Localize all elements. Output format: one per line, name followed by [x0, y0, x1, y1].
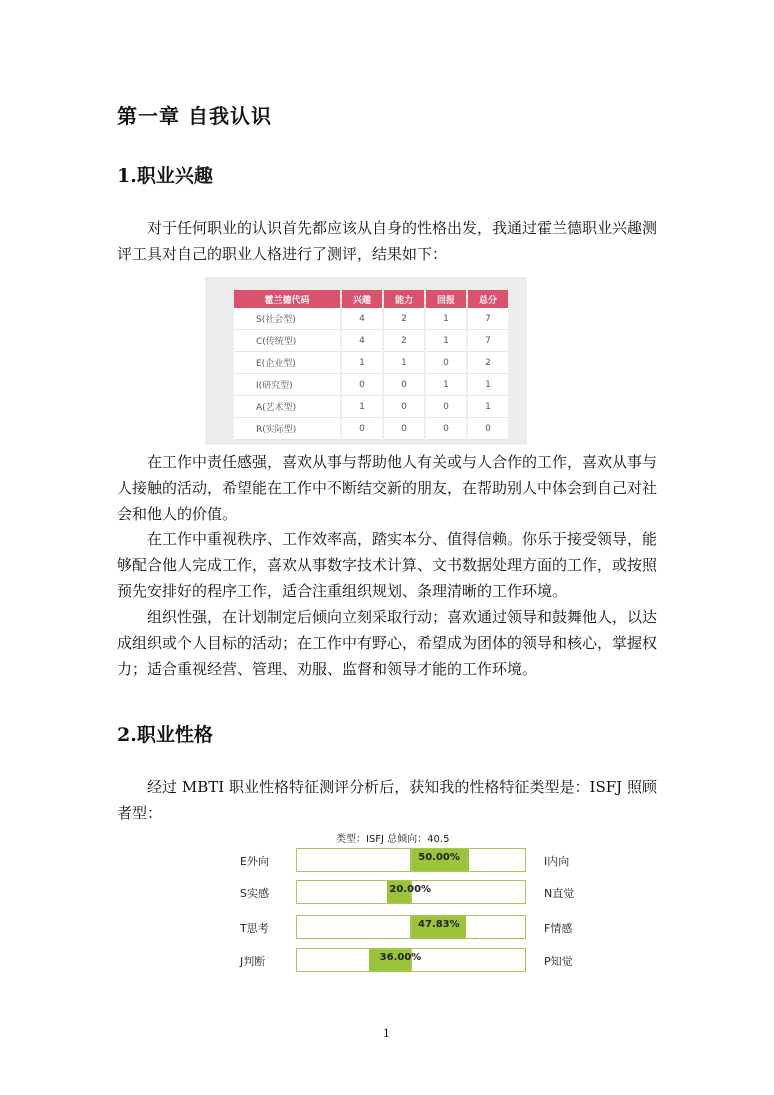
holland-cell-code: E(企业型): [234, 352, 340, 374]
mbti-right-label: P知觉: [544, 955, 573, 968]
holland-cell-ability: 0: [384, 374, 424, 396]
mbti-chart-title: 类型：ISFJ 总倾向：40.5: [336, 834, 450, 845]
holland-cell-ability: 1: [384, 352, 424, 374]
holland-cell-reward: 0: [426, 352, 466, 374]
holland-cell-reward: 0: [426, 418, 466, 440]
holland-cell-reward: 0: [426, 396, 466, 418]
holland-header-total: 总分: [468, 290, 508, 308]
holland-table: [232, 290, 510, 440]
page-number: 1: [383, 1027, 390, 1040]
holland-cell-code: I(研究型): [234, 374, 340, 396]
holland-row: [234, 352, 508, 374]
holland-cell-interest: 0: [342, 374, 382, 396]
holland-cell-interest: 4: [342, 330, 382, 352]
holland-row: [234, 418, 508, 440]
mbti-intro-paragraph: 经过 MBTI 职业性格特征测评分析后，获知我的性格特征类型是：ISFJ 照顾者型：: [117, 778, 657, 822]
holland-cell-total: 7: [468, 330, 508, 352]
holland-row: [234, 330, 508, 352]
interest-paragraph-enterprising: 组织性强，在计划制定后倾向立刻采取行动；喜欢通过领导和鼓舞他人，以达成组织或个人目标的活动；在工作中有野心，希望成为团体的领导和核心，掌握权力；适合重视经营、管理、劝服、监督和领导才能的工作环境。: [117, 608, 658, 678]
mbti-right-label: N直觉: [544, 887, 575, 900]
mbti-right-label: I内向: [544, 855, 570, 868]
holland-cell-interest: 1: [342, 352, 382, 374]
holland-cell-total: 2: [468, 352, 508, 374]
mbti-percent-label: 47.83%: [418, 919, 460, 930]
mbti-row: [240, 848, 600, 872]
mbti-left-label: T思考: [240, 922, 269, 935]
holland-header-row: [234, 290, 508, 308]
mbti-right-label: F情感: [544, 922, 573, 935]
chapter-title: 第一章 自我认识: [117, 104, 272, 128]
mbti-bar-left: [296, 848, 411, 872]
holland-row: [234, 308, 508, 330]
holland-cell-ability: 2: [384, 308, 424, 330]
holland-cell-code: S(社会型): [234, 308, 340, 330]
mbti-row: [240, 880, 600, 904]
holland-cell-reward: 1: [426, 374, 466, 396]
holland-cell-interest: 1: [342, 396, 382, 418]
holland-cell-ability: 2: [384, 330, 424, 352]
mbti-row: [240, 915, 600, 939]
holland-cell-code: A(艺术型): [234, 396, 340, 418]
holland-header-code: 霍兰德代码: [234, 290, 340, 308]
holland-cell-ability: 0: [384, 396, 424, 418]
holland-cell-total: 1: [468, 396, 508, 418]
holland-row: [234, 374, 508, 396]
mbti-percent-label: 50.00%: [418, 852, 460, 863]
mbti-left-label: E外向: [240, 855, 269, 868]
holland-cell-total: 7: [468, 308, 508, 330]
mbti-left-label: S实感: [240, 887, 269, 900]
mbti-left-label: J判断: [240, 955, 266, 968]
holland-cell-total: 0: [468, 418, 508, 440]
mbti-bar-right: [411, 948, 526, 972]
mbti-percent-label: 20.00%: [389, 884, 432, 895]
holland-cell-interest: 0: [342, 418, 382, 440]
holland-header-ability: 能力: [384, 290, 424, 308]
holland-cell-reward: 1: [426, 308, 466, 330]
holland-cell-code: R(实际型): [234, 418, 340, 440]
section-title-career-personality: 2.职业性格: [117, 724, 213, 746]
holland-cell-ability: 0: [384, 418, 424, 440]
interest-paragraph-social: 在工作中责任感强，喜欢从事与帮助他人有关或与人合作的工作，喜欢从事与人接触的活动，希望能在工作中不断结交新的朋友，在帮助别人中体会到自己对社会和他人的价值。: [117, 453, 658, 523]
holland-row: [234, 396, 508, 418]
mbti-bar-left: [296, 915, 411, 939]
holland-cell-reward: 1: [426, 330, 466, 352]
interest-paragraph-conventional: 在工作中重视秩序、工作效率高，踏实本分、值得信赖。你乐于接受领导，能够配合他人完成工作，喜欢从事数字技术计算、文书数据处理方面的工作，或按照预先安排好的程序工作，适合注重组织规划、条理清晰的工作环境。: [117, 530, 658, 600]
section-title-career-interest: 1.职业兴趣: [117, 165, 213, 187]
mbti-row: [240, 948, 600, 972]
holland-cell-code: C(传统型): [234, 330, 340, 352]
holland-cell-total: 1: [468, 374, 508, 396]
interest-intro-paragraph: 对于任何职业的认识首先都应该从自身的性格出发，我通过霍兰德职业兴趣测评工具对自己的职业人格进行了测评，结果如下：: [117, 219, 658, 263]
holland-header-reward: 回报: [426, 290, 466, 308]
mbti-percent-label: 36.00%: [379, 952, 422, 963]
holland-header-interest: 兴趣: [342, 290, 382, 308]
holland-result-image: [205, 277, 527, 445]
holland-cell-interest: 4: [342, 308, 382, 330]
